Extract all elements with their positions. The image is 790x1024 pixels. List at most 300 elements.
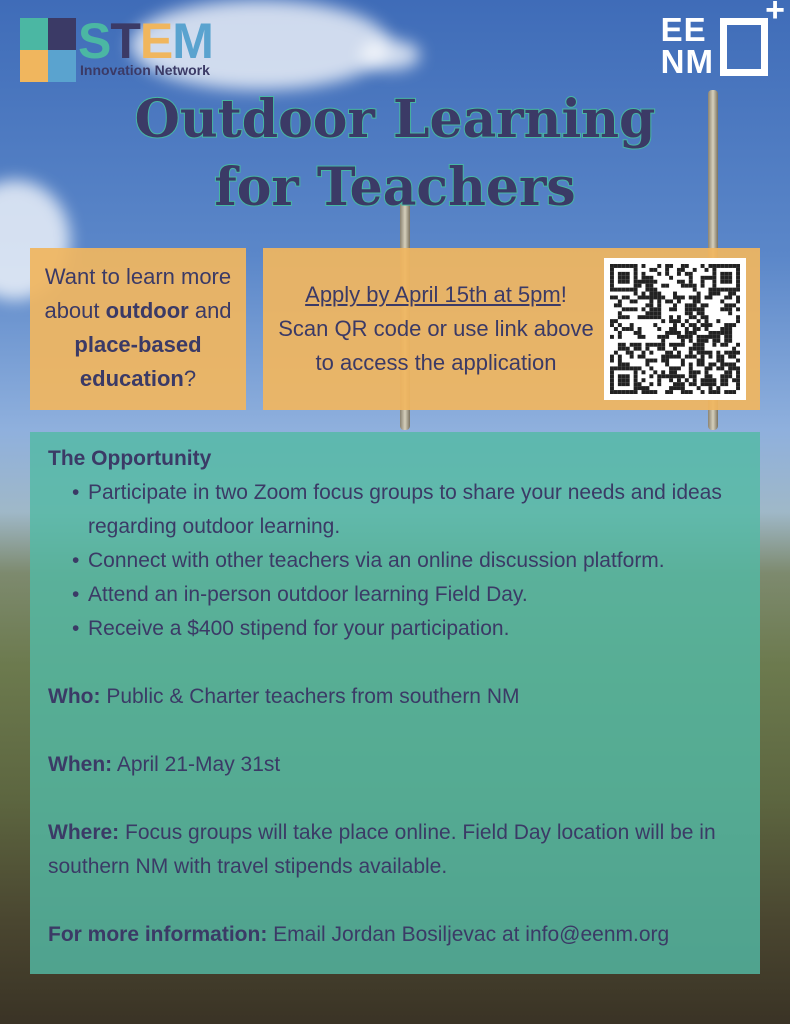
qr-module <box>673 319 677 323</box>
qr-module <box>701 343 705 347</box>
qr-module <box>701 280 705 284</box>
qr-module <box>701 390 705 394</box>
qr-module <box>673 331 677 335</box>
qr-module <box>712 288 716 292</box>
qr-module <box>665 264 669 268</box>
qr-module <box>638 284 642 288</box>
qr-module <box>728 335 732 339</box>
qr-module <box>716 288 720 292</box>
qr-module <box>661 284 665 288</box>
qr-module <box>728 296 732 300</box>
qr-module <box>626 288 630 292</box>
qr-module <box>634 386 638 390</box>
qr-module <box>736 268 740 272</box>
qr-module <box>689 339 693 343</box>
qr-module <box>649 315 653 319</box>
qr-module <box>618 390 622 394</box>
qr-module <box>732 288 736 292</box>
qr-module <box>685 272 689 276</box>
qr-module <box>728 366 732 370</box>
apply-box <box>263 248 760 410</box>
qr-module <box>728 272 732 276</box>
qr-module <box>649 268 653 272</box>
qr-module <box>736 382 740 386</box>
qr-module <box>712 362 716 366</box>
qr-module <box>673 307 677 311</box>
qr-module <box>724 370 728 374</box>
qr-module <box>681 284 685 288</box>
qr-module <box>736 276 740 280</box>
qr-module <box>732 362 736 366</box>
qr-module <box>614 296 618 300</box>
qr-module <box>720 382 724 386</box>
qr-module <box>622 264 626 268</box>
qr-module <box>708 276 712 280</box>
eenm-line1: EE <box>660 11 707 48</box>
qr-module <box>685 390 689 394</box>
qr-module <box>645 343 649 347</box>
qr-module <box>685 378 689 382</box>
qr-module <box>673 355 677 359</box>
qr-module <box>681 386 685 390</box>
qr-module <box>610 366 614 370</box>
qr-module <box>630 355 634 359</box>
qr-module <box>736 366 740 370</box>
qr-module <box>669 351 673 355</box>
qr-module <box>724 382 728 386</box>
qr-module <box>689 296 693 300</box>
qr-module <box>669 327 673 331</box>
qr-module <box>634 347 638 351</box>
qr-module <box>610 319 614 323</box>
qr-module <box>697 343 701 347</box>
qr-module <box>697 307 701 311</box>
qr-module <box>649 276 653 280</box>
qr-module <box>708 331 712 335</box>
qr-module <box>642 276 646 280</box>
qr-module <box>689 366 693 370</box>
qr-module <box>693 343 697 347</box>
qr-module <box>614 327 618 331</box>
qr-module <box>661 347 665 351</box>
qr-module <box>677 315 681 319</box>
qr-module <box>610 374 614 378</box>
qr-module <box>724 264 728 268</box>
qr-module <box>669 390 673 394</box>
qr-module <box>705 370 709 374</box>
qr-module <box>661 374 665 378</box>
qr-module <box>708 264 712 268</box>
qr-module <box>728 331 732 335</box>
qr-module <box>708 351 712 355</box>
qr-module <box>638 331 642 335</box>
qr-module <box>669 307 673 311</box>
qr-module <box>685 284 689 288</box>
qr-module <box>618 280 622 284</box>
qr-module <box>724 296 728 300</box>
qr-module <box>712 331 716 335</box>
qr-module <box>614 390 618 394</box>
qr-module <box>732 378 736 382</box>
qr-module <box>657 311 661 315</box>
qr-module <box>720 378 724 382</box>
qr-module <box>728 339 732 343</box>
qr-module <box>661 339 665 343</box>
qr-module <box>642 272 646 276</box>
qr-module <box>732 323 736 327</box>
qr-module <box>701 362 705 366</box>
qr-module <box>708 382 712 386</box>
qr-module <box>673 374 677 378</box>
qr-module <box>634 378 638 382</box>
qr-module <box>681 339 685 343</box>
qr-module <box>720 280 724 284</box>
qr-module <box>669 374 673 378</box>
info-line <box>48 918 742 952</box>
apply-link[interactable]: Apply by April 15th at 5pm <box>305 282 561 307</box>
qr-module <box>728 370 732 374</box>
qr-module <box>645 359 649 363</box>
stem-logo-mark <box>20 18 76 82</box>
qr-module <box>634 370 638 374</box>
qr-module <box>649 296 653 300</box>
q-bold: place-based education <box>74 332 202 391</box>
qr-module <box>618 264 622 268</box>
stem-letter: T <box>110 13 140 69</box>
qr-module <box>657 378 661 382</box>
qr-module <box>661 319 665 323</box>
qr-module <box>712 378 716 382</box>
qr-module <box>677 268 681 272</box>
qr-module <box>638 366 642 370</box>
qr-module <box>693 284 697 288</box>
qr-module <box>712 284 716 288</box>
qr-module <box>736 288 740 292</box>
qr-module <box>697 362 701 366</box>
qr-module <box>724 362 728 366</box>
qr-module <box>630 288 634 292</box>
qr-module <box>716 355 720 359</box>
qr-module <box>653 315 657 319</box>
qr-module <box>716 366 720 370</box>
qr-module <box>724 288 728 292</box>
qr-module <box>677 280 681 284</box>
qr-module <box>677 386 681 390</box>
qr-module <box>693 323 697 327</box>
qr-module <box>697 311 701 315</box>
qr-module <box>657 382 661 386</box>
title-line2: for Teachers <box>214 157 576 218</box>
qr-module <box>634 382 638 386</box>
qr-module <box>708 366 712 370</box>
qr-module <box>705 323 709 327</box>
qr-module <box>685 327 689 331</box>
qr-module <box>665 284 669 288</box>
qr-module <box>736 343 740 347</box>
qr-module <box>728 311 732 315</box>
qr-module <box>634 284 638 288</box>
qr-module <box>728 355 732 359</box>
who-label: Who: <box>48 685 101 708</box>
qr-module <box>630 390 634 394</box>
qr-module <box>689 390 693 394</box>
qr-module <box>661 359 665 363</box>
qr-module <box>618 347 622 351</box>
qr-module <box>645 276 649 280</box>
qr-module <box>630 327 634 331</box>
qr-module <box>661 370 665 374</box>
qr-module <box>736 307 740 311</box>
qr-module <box>708 378 712 382</box>
qr-module <box>728 390 732 394</box>
qr-module <box>728 307 732 311</box>
qr-module <box>693 382 697 386</box>
qr-module <box>677 351 681 355</box>
qr-module <box>705 315 709 319</box>
qr-module <box>649 390 653 394</box>
qr-module <box>728 351 732 355</box>
qr-module <box>736 386 740 390</box>
qr-module <box>673 323 677 327</box>
qr-module <box>673 303 677 307</box>
qr-module <box>736 315 740 319</box>
cloud <box>360 40 420 70</box>
qr-module <box>649 303 653 307</box>
qr-module <box>716 331 720 335</box>
qr-module <box>720 272 724 276</box>
qr-module <box>685 311 689 315</box>
qr-module <box>610 264 614 268</box>
qr-module <box>610 386 614 390</box>
qr-module <box>701 284 705 288</box>
qr-module <box>634 288 638 292</box>
qr-module <box>728 288 732 292</box>
qr-module <box>614 303 618 307</box>
qr-module <box>642 315 646 319</box>
qr-module <box>677 382 681 386</box>
qr-module <box>697 292 701 296</box>
qr-module <box>728 362 732 366</box>
qr-module <box>681 359 685 363</box>
qr-module <box>705 327 709 331</box>
qr-module <box>685 335 689 339</box>
qr-module <box>630 323 634 327</box>
qr-module <box>673 343 677 347</box>
qr-module <box>689 331 693 335</box>
qr-module <box>701 264 705 268</box>
qr-module <box>728 327 732 331</box>
qr-module <box>614 264 618 268</box>
qr-module <box>720 362 724 366</box>
qr-module <box>720 299 724 303</box>
qr-module <box>724 339 728 343</box>
qr-module <box>622 280 626 284</box>
qr-module <box>716 390 720 394</box>
qr-module <box>697 351 701 355</box>
qr-module <box>681 280 685 284</box>
qr-module <box>689 351 693 355</box>
qr-module <box>720 366 724 370</box>
qr-module <box>626 362 630 366</box>
qr-module <box>724 343 728 347</box>
qr-module <box>634 307 638 311</box>
qr-module <box>705 366 709 370</box>
qr-module <box>669 355 673 359</box>
qr-module <box>689 370 693 374</box>
qr-module <box>626 378 630 382</box>
qr-module <box>712 292 716 296</box>
qr-module <box>689 303 693 307</box>
info-text: Email Jordan Bosiljevac at info@eenm.org <box>267 923 670 946</box>
qr-module <box>618 335 622 339</box>
qr-module <box>642 390 646 394</box>
qr-module <box>681 264 685 268</box>
qr-module <box>634 299 638 303</box>
qr-module <box>724 378 728 382</box>
qr-module <box>677 319 681 323</box>
qr-module <box>638 327 642 331</box>
qr-module <box>693 307 697 311</box>
stem-letter: S <box>78 13 111 69</box>
opportunity-heading: The Opportunity <box>48 447 212 470</box>
qr-module <box>618 382 622 386</box>
qr-module <box>622 378 626 382</box>
when-label: When: <box>48 753 113 776</box>
qr-module <box>705 351 709 355</box>
qr-module <box>661 343 665 347</box>
qr-module <box>642 280 646 284</box>
qr-module <box>728 374 732 378</box>
stem-letter: M <box>172 13 213 69</box>
qr-module <box>732 355 736 359</box>
qr-module <box>720 327 724 331</box>
qr-module <box>657 303 661 307</box>
qr-module <box>689 276 693 280</box>
qr-module <box>697 327 701 331</box>
stem-subtitle: Innovation Network <box>80 62 210 78</box>
qr-module <box>677 374 681 378</box>
qr-module <box>618 272 622 276</box>
qr-module <box>677 331 681 335</box>
qr-module <box>645 280 649 284</box>
qr-module <box>736 359 740 363</box>
qr-module <box>618 331 622 335</box>
qr-module <box>645 386 649 390</box>
qr-module <box>736 370 740 374</box>
qr-module <box>657 264 661 268</box>
qr-module <box>681 335 685 339</box>
qr-module <box>728 280 732 284</box>
qr-module <box>712 280 716 284</box>
qr-module <box>720 355 724 359</box>
qr-module <box>653 292 657 296</box>
qr-module <box>626 347 630 351</box>
qr-module <box>677 272 681 276</box>
qr-module <box>712 268 716 272</box>
eenm-line2: NM <box>660 43 714 80</box>
qr-module <box>630 264 634 268</box>
qr-module <box>705 319 709 323</box>
qr-module <box>693 370 697 374</box>
qr-module <box>614 366 618 370</box>
qr-module <box>634 276 638 280</box>
qr-module <box>701 315 705 319</box>
qr-module <box>657 327 661 331</box>
qr-module <box>708 335 712 339</box>
qr-module <box>642 355 646 359</box>
qr-module <box>665 374 669 378</box>
qr-module <box>645 347 649 351</box>
qr-module <box>634 366 638 370</box>
qr-module <box>720 276 724 280</box>
qr-module <box>638 382 642 386</box>
qr-code[interactable] <box>604 258 746 400</box>
qr-module <box>622 366 626 370</box>
qr-module <box>677 355 681 359</box>
qr-module <box>693 327 697 331</box>
qr-module <box>630 299 634 303</box>
qr-module <box>693 288 697 292</box>
qr-module <box>645 284 649 288</box>
qr-module <box>708 288 712 292</box>
qr-module <box>638 343 642 347</box>
qr-module <box>669 343 673 347</box>
qr-module <box>693 303 697 307</box>
qr-module <box>689 382 693 386</box>
qr-module <box>732 292 736 296</box>
qr-module <box>689 347 693 351</box>
qr-module <box>701 347 705 351</box>
qr-module <box>618 366 622 370</box>
qr-module <box>610 390 614 394</box>
qr-module <box>614 351 618 355</box>
qr-module <box>610 323 614 327</box>
qr-module <box>626 374 630 378</box>
qr-module <box>610 382 614 386</box>
qr-module <box>701 382 705 386</box>
qr-module <box>724 374 728 378</box>
qr-module <box>681 374 685 378</box>
qr-module <box>724 335 728 339</box>
where-line <box>48 816 742 884</box>
qr-module <box>610 378 614 382</box>
qr-module <box>728 292 732 296</box>
qr-module <box>638 296 642 300</box>
qr-module <box>716 351 720 355</box>
qr-module <box>732 347 736 351</box>
qr-module <box>661 335 665 339</box>
qr-module <box>638 280 642 284</box>
qr-module <box>705 335 709 339</box>
qr-module <box>724 307 728 311</box>
qr-module <box>693 331 697 335</box>
qr-module <box>720 307 724 311</box>
qr-module <box>673 386 677 390</box>
qr-module <box>705 339 709 343</box>
qr-module <box>649 280 653 284</box>
qr-module <box>634 331 638 335</box>
qr-module <box>712 264 716 268</box>
qr-module <box>622 374 626 378</box>
qr-module <box>689 272 693 276</box>
stem-letter: E <box>139 13 173 69</box>
qr-module <box>610 268 614 272</box>
qr-module <box>708 323 712 327</box>
eenm-logo <box>660 0 785 80</box>
qr-module <box>630 307 634 311</box>
qr-module <box>638 315 642 319</box>
qr-module <box>638 386 642 390</box>
